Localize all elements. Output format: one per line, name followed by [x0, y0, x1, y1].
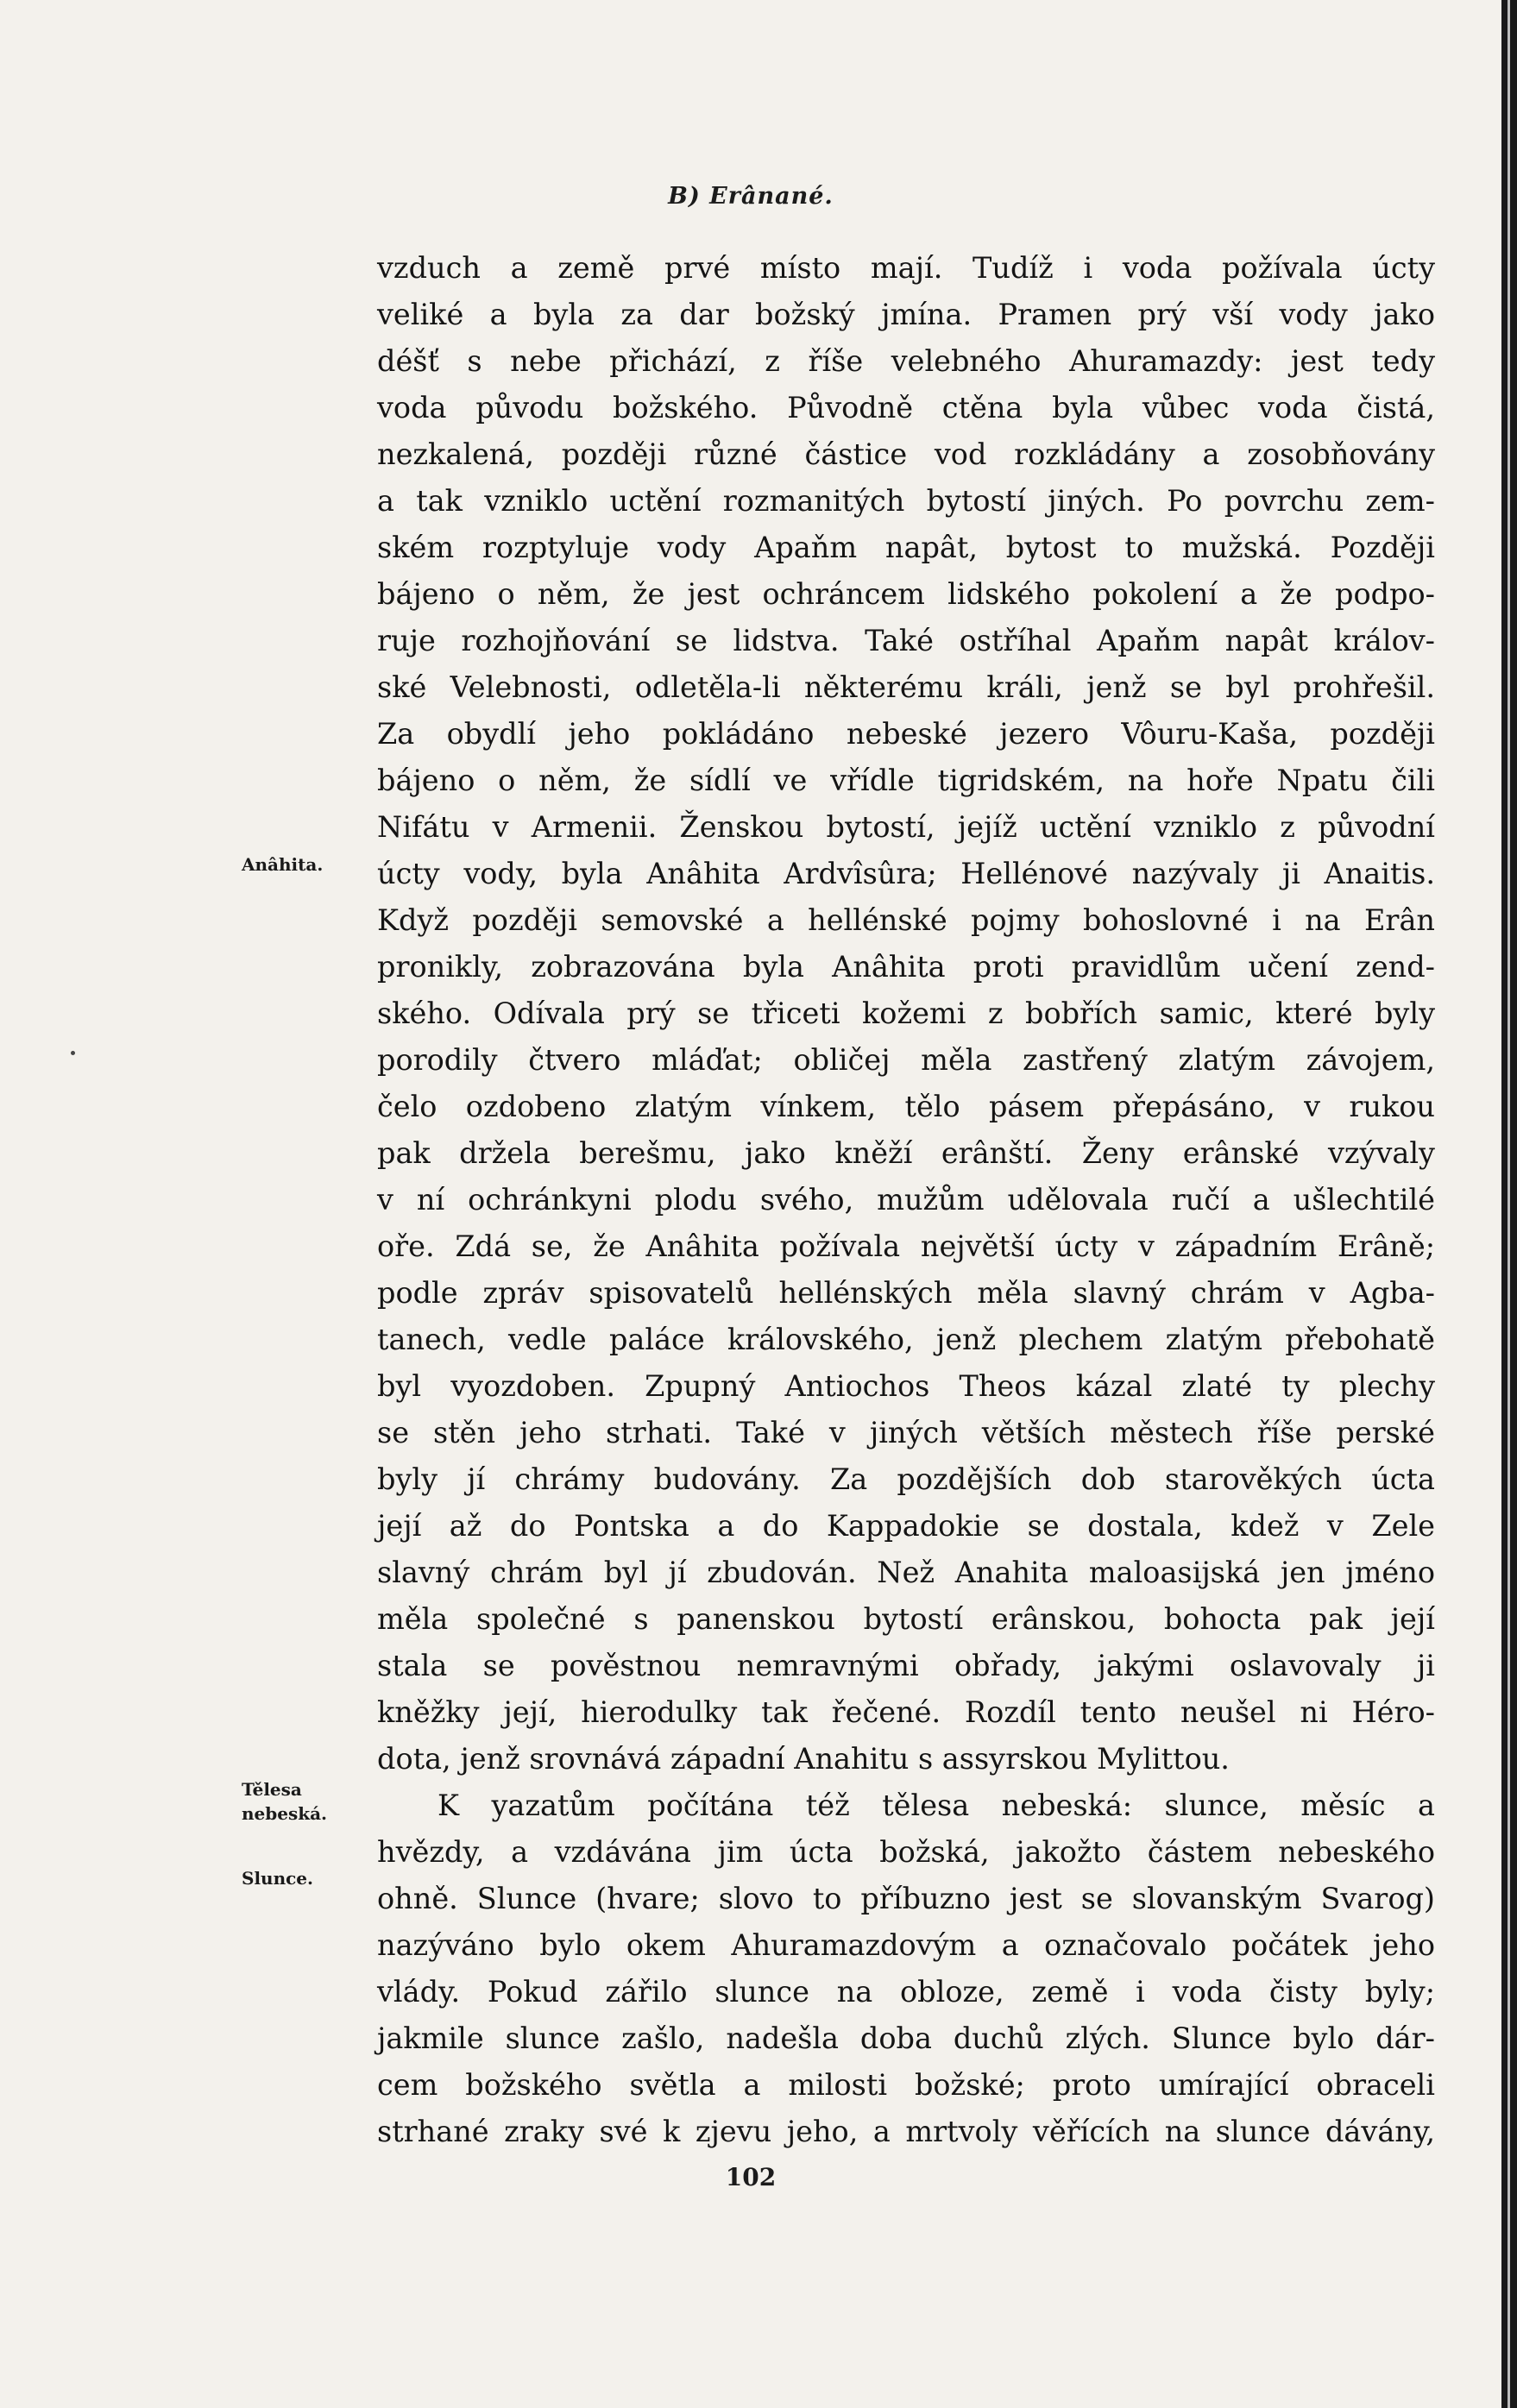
text-line: tanech, vedle paláce královského, jenž plechem zlatým přebohatě	[377, 1323, 1435, 1356]
text-line: nezkalená, později různé částice vod rozkládány a zosobňovány	[377, 437, 1435, 471]
text-line: bájeno o něm, že jest ochráncem lidského pokolení a že podpo-	[377, 577, 1435, 611]
text-line: K yazatům počítána též tělesa nebeská: slunce, měsíc a	[437, 1789, 1435, 1822]
text-line: Za obydlí jeho pokládáno nebeské jezero Vôuru-Kaša, později	[377, 717, 1435, 751]
text-line: kněžky její, hierodulky tak řečené. Rozdíl tento neušel ni Héro-	[377, 1695, 1435, 1729]
text-line: vlády. Pokud zářilo slunce na obloze, země i voda čisty byly;	[377, 1975, 1435, 2009]
text-line: úcty vody, byla Anâhita Ardvîsûra; Hellénové nazývaly ji Anaitis.	[377, 857, 1435, 890]
text-line: déšť s nebe přichází, z říše velebného Ahuramazdy: jest tedy	[377, 344, 1435, 378]
text-line: vzduch a země prvé místo mají. Tudíž i voda požívala úcty	[377, 251, 1435, 285]
text-line: se stěn jeho strhati. Také v jiných větších městech říše perské	[377, 1416, 1435, 1449]
scan-edge-line	[1508, 0, 1510, 2408]
margin-note-anahita: Anâhita.	[242, 854, 324, 875]
text-line: ském rozptyluje vody Apaňm napât, bytost to mužská. Později	[377, 531, 1435, 564]
text-line: ské Velebnosti, odletěla-li některému králi, jenž se byl prohřešil.	[377, 670, 1435, 704]
running-header: B) Erânané.	[668, 183, 834, 210]
text-line: Když později semovské a hellénské pojmy bohoslovné i na Erân	[377, 903, 1435, 937]
text-line: slavný chrám byl jí zbudován. Než Anahita maloasijská jen jméno	[377, 1556, 1435, 1589]
margin-note-telesa: Tělesa nebeská.	[242, 1779, 328, 1824]
text-line: měla společné s panenskou bytostí erânskou, bohocta pak její	[377, 1602, 1435, 1636]
text-line: ského. Odívala prý se třiceti kožemi z bobřích samic, které byly	[377, 997, 1435, 1030]
text-line: Nifátu v Armenii. Ženskou bytostí, jejíž uctění vzniklo z původní	[377, 810, 1435, 844]
text-line: voda původu božského. Původně ctěna byla vůbec voda čistá,	[377, 391, 1435, 424]
text-line: její až do Pontska a do Kappadokie se dostala, kdež v Zele	[377, 1509, 1435, 1543]
text-line: ruje rozhojňování se lidstva. Také ostříhal Apaňm napât králov-	[377, 624, 1435, 657]
text-line: v ní ochránkyni plodu svého, mužům udělovala ručí a ušlechtilé	[377, 1183, 1435, 1217]
text-line: pronikly, zobrazována byla Anâhita proti pravidlům učení zend-	[377, 950, 1435, 984]
body-text	[377, 245, 1435, 2155]
text-line: porodily čtvero mláďat; obličej měla zastřený zlatým závojem,	[377, 1043, 1435, 1077]
text-line: byly jí chrámy budovány. Za pozdějších dob starověkých úcta	[377, 1462, 1435, 1496]
text-line: a tak vzniklo uctění rozmanitých bytostí jiných. Po povrchu zem-	[377, 484, 1435, 518]
text-line: byl vyozdoben. Zpupný Antiochos Theos kázal zlaté ty plechy	[377, 1369, 1435, 1403]
text-line: stala se pověstnou nemravnými obřady, jakými oslavovaly ji	[377, 1649, 1435, 1682]
text-line: čelo ozdobeno zlatým vínkem, tělo pásem přepásáno, v rukou	[377, 1090, 1435, 1123]
text-line: jakmile slunce zašlo, nadešla doba duchů zlých. Slunce bylo dár-	[377, 2021, 1435, 2055]
scan-edge	[1501, 0, 1517, 2408]
text-line: veliké a byla za dar božský jmína. Pramen prý vší vody jako	[377, 298, 1435, 331]
scan-speck	[71, 1051, 75, 1055]
text-line: hvězdy, a vzdávána jim úcta božská, jakožto částem nebeského	[377, 1835, 1435, 1869]
text-line: ohně. Slunce (hvare; slovo to příbuzno jest se slovanským Svarog)	[377, 1882, 1435, 1915]
margin-note-slunce: Slunce.	[242, 1868, 313, 1889]
page-number: 102	[725, 2163, 777, 2191]
text-line: nazýváno bylo okem Ahuramazdovým a označovalo počátek jeho	[377, 1928, 1435, 1962]
text-line: bájeno o něm, že sídlí ve vřídle tigridském, na hoře Npatu čili	[377, 764, 1435, 797]
text-line: oře. Zdá se, že Anâhita požívala největší úcty v západním Erâně;	[377, 1229, 1435, 1263]
text-line: podle zpráv spisovatelů hellénských měla slavný chrám v Agba-	[377, 1276, 1435, 1310]
text-line: strhané zraky své k zjevu jeho, a mrtvoly věřících na slunce dávány,	[377, 2115, 1435, 2148]
text-line: pak držela berešmu, jako kněží erânští. Ženy erânské vzývaly	[377, 1136, 1435, 1170]
text-line: cem božského světla a milosti božské; proto umírající obraceli	[377, 2068, 1435, 2102]
text-line: dota, jenž srovnává západní Anahitu s assyrskou Mylittou.	[377, 1742, 1230, 1776]
